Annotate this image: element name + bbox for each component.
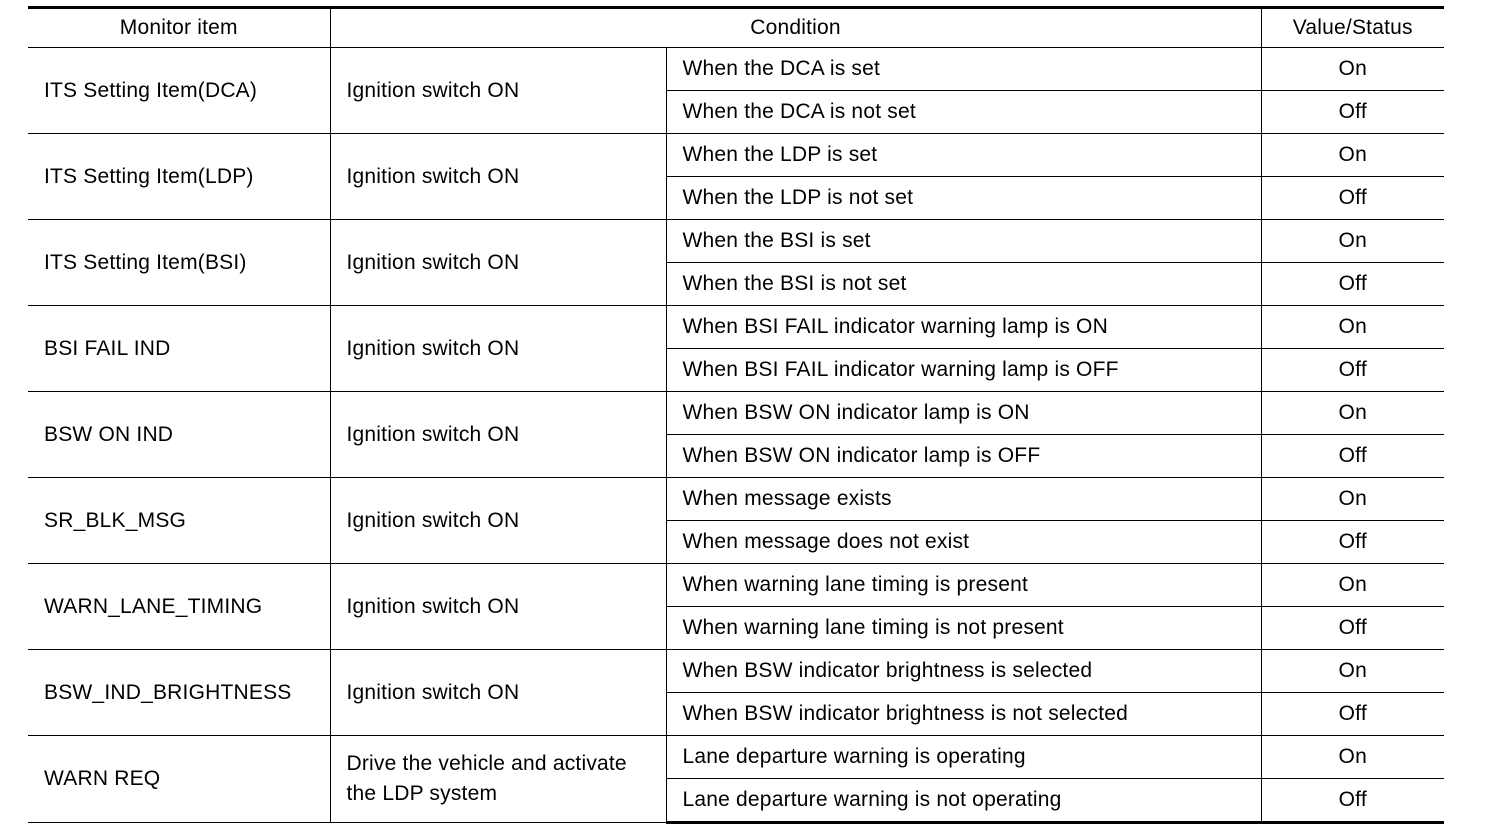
header-monitor-item: Monitor item	[28, 8, 330, 48]
monitor-table	[28, 6, 1444, 824]
table-row	[28, 306, 1444, 349]
sub-condition-cell: When the LDP is not set	[666, 177, 1261, 220]
table-row	[28, 392, 1444, 435]
condition-line: Drive the vehicle and activate	[346, 752, 627, 775]
monitor-item-cell: BSW ON IND	[28, 392, 330, 478]
table-body	[28, 48, 1444, 823]
value-status-cell: Off	[1261, 607, 1444, 650]
condition-line: Ignition switch ON	[346, 594, 520, 618]
value-status-cell: Off	[1261, 263, 1444, 306]
condition-line: Ignition switch ON	[346, 508, 520, 532]
sub-condition-cell: When message exists	[666, 478, 1261, 521]
value-status-cell: On	[1261, 564, 1444, 607]
condition-line: the LDP system	[346, 782, 498, 805]
sub-condition-cell: When the BSI is set	[666, 220, 1261, 263]
sub-condition-cell: When the DCA is not set	[666, 91, 1261, 134]
sub-condition-cell: When BSW indicator brightness is selected	[666, 650, 1261, 693]
sub-condition-cell: When message does not exist	[666, 521, 1261, 564]
value-status-cell: Off	[1261, 91, 1444, 134]
value-status-cell: On	[1261, 48, 1444, 91]
sub-condition-cell: When the BSI is not set	[666, 263, 1261, 306]
condition-cell	[330, 478, 666, 564]
value-status-cell: On	[1261, 650, 1444, 693]
table-row	[28, 564, 1444, 607]
monitor-item-cell: ITS Setting Item(DCA)	[28, 48, 330, 134]
sub-condition-cell: When BSI FAIL indicator warning lamp is OFF	[666, 349, 1261, 392]
value-status-cell: Off	[1261, 177, 1444, 220]
header-value-status: Value/Status	[1261, 8, 1444, 48]
sub-condition-cell: When the LDP is set	[666, 134, 1261, 177]
value-status-cell: Off	[1261, 521, 1444, 564]
sub-condition-cell: When BSW indicator brightness is not selected	[666, 693, 1261, 736]
value-status-cell: On	[1261, 478, 1444, 521]
sub-condition-cell: When warning lane timing is not present	[666, 607, 1261, 650]
condition-cell	[330, 392, 666, 478]
monitor-item-cell: WARN REQ	[28, 736, 330, 823]
condition-line: Ignition switch ON	[346, 250, 520, 274]
monitor-item-cell: WARN_LANE_TIMING	[28, 564, 330, 650]
table-row	[28, 650, 1444, 693]
sub-condition-cell: When warning lane timing is present	[666, 564, 1261, 607]
sub-condition-cell: When the DCA is set	[666, 48, 1261, 91]
monitor-item-cell: BSW_IND_BRIGHTNESS	[28, 650, 330, 736]
table-row	[28, 134, 1444, 177]
value-status-cell: Off	[1261, 435, 1444, 478]
table-row	[28, 48, 1444, 91]
value-status-cell: On	[1261, 220, 1444, 263]
monitor-item-cell: ITS Setting Item(BSI)	[28, 220, 330, 306]
table-row	[28, 478, 1444, 521]
value-status-cell: On	[1261, 392, 1444, 435]
sub-condition-cell: Lane departure warning is operating	[666, 736, 1261, 779]
condition-line: Ignition switch ON	[346, 336, 520, 360]
monitor-item-cell: SR_BLK_MSG	[28, 478, 330, 564]
header-condition: Condition	[330, 8, 1261, 48]
condition-cell	[330, 48, 666, 134]
value-status-cell: Off	[1261, 349, 1444, 392]
condition-cell	[330, 564, 666, 650]
sub-condition-cell: When BSW ON indicator lamp is ON	[666, 392, 1261, 435]
table-row	[28, 220, 1444, 263]
monitor-item-cell: ITS Setting Item(LDP)	[28, 134, 330, 220]
sub-condition-cell: When BSW ON indicator lamp is OFF	[666, 435, 1261, 478]
condition-cell	[330, 736, 666, 823]
condition-cell	[330, 220, 666, 306]
condition-cell	[330, 134, 666, 220]
sub-condition-cell: When BSI FAIL indicator warning lamp is ON	[666, 306, 1261, 349]
value-status-cell: On	[1261, 306, 1444, 349]
value-status-cell: On	[1261, 134, 1444, 177]
condition-line: Ignition switch ON	[346, 78, 520, 102]
value-status-cell: Off	[1261, 779, 1444, 823]
monitor-item-cell: BSI FAIL IND	[28, 306, 330, 392]
value-status-cell: Off	[1261, 693, 1444, 736]
table-row	[28, 736, 1444, 779]
condition-cell	[330, 306, 666, 392]
sub-condition-cell: Lane departure warning is not operating	[666, 779, 1261, 823]
value-status-cell: On	[1261, 736, 1444, 779]
condition-line: Ignition switch ON	[346, 422, 520, 446]
condition-line: Ignition switch ON	[346, 680, 520, 704]
condition-cell	[330, 650, 666, 736]
header-row	[28, 8, 1444, 48]
condition-line: Ignition switch ON	[346, 164, 520, 188]
